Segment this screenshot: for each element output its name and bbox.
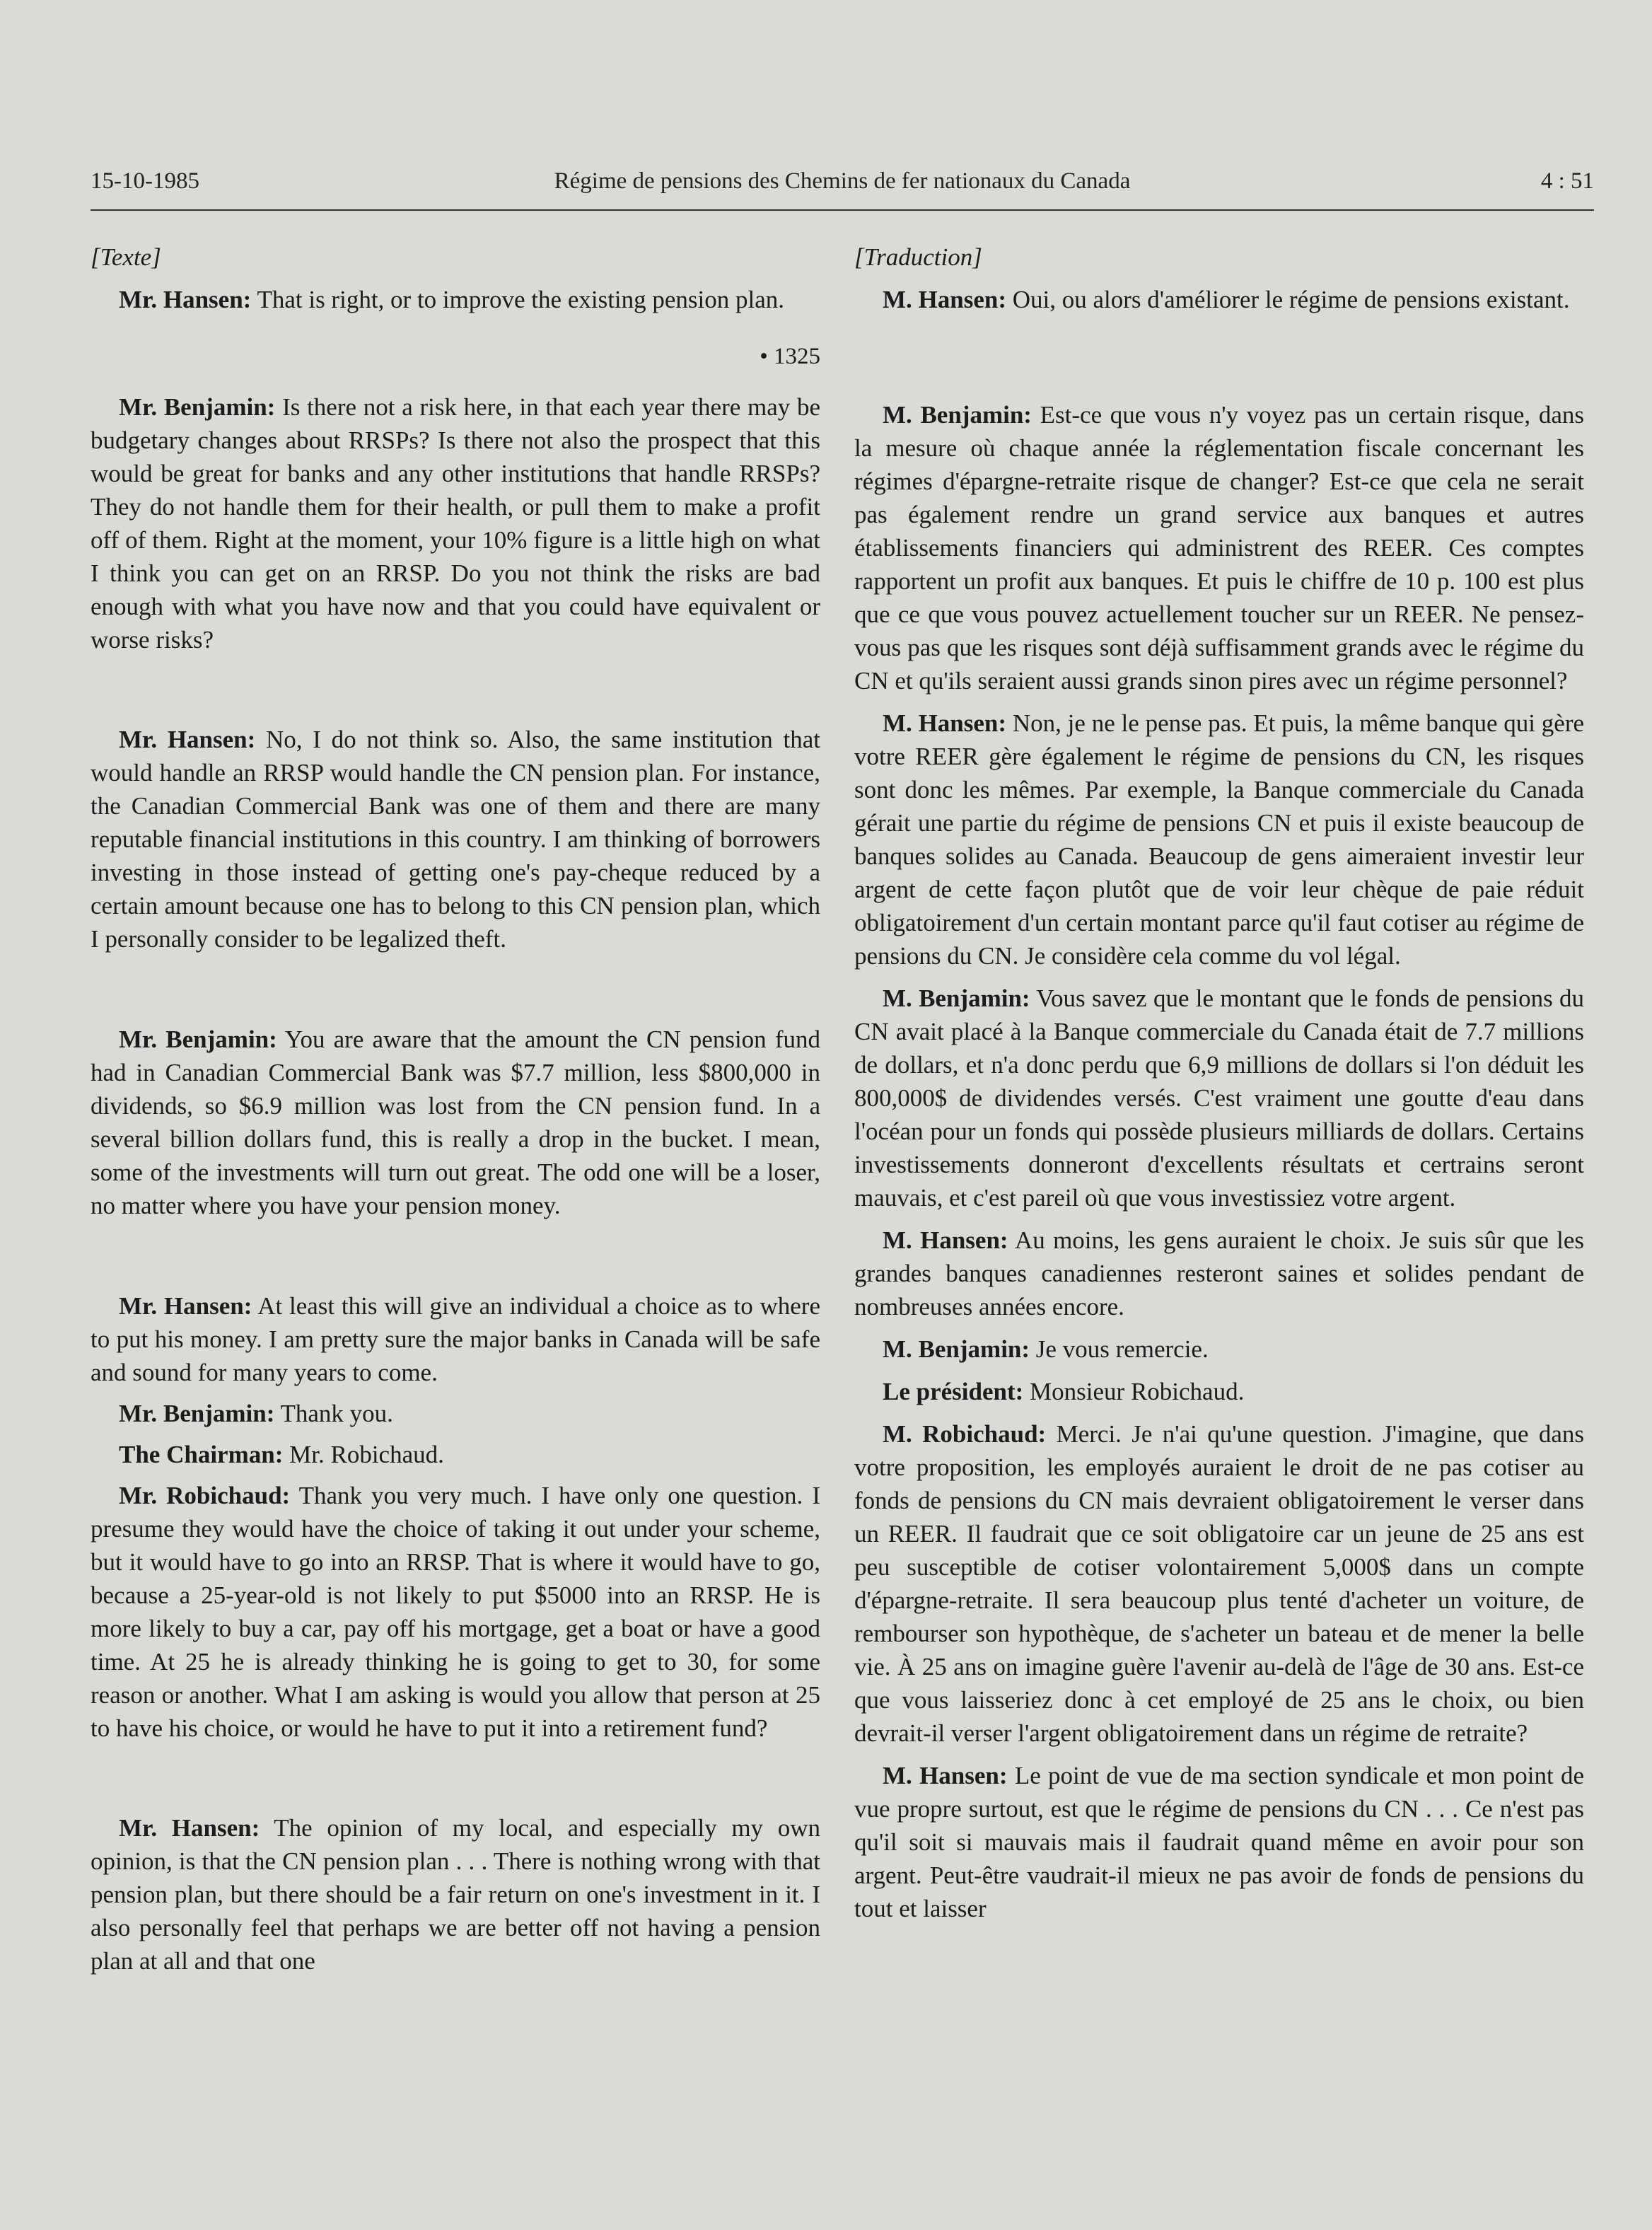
speech-text: Mr. Robichaud.	[289, 1441, 444, 1468]
speech-paragraph	[91, 1397, 820, 1430]
speech-text: That is right, or to improve the existing pension plan.	[257, 286, 785, 313]
speech-text: Thank you.	[280, 1400, 393, 1427]
speaker-name: M. Benjamin:	[883, 1335, 1030, 1363]
speaker-name: M. Hansen:	[883, 286, 1006, 313]
speaker-name: Mr. Benjamin:	[119, 393, 276, 421]
french-column	[854, 242, 1584, 1925]
language-tag: [Traduction]	[854, 243, 982, 271]
speaker-name: Mr. Hansen:	[119, 286, 252, 313]
speech-paragraph	[854, 1224, 1584, 1323]
speaker-name: Le président:	[883, 1378, 1024, 1405]
header-rule	[91, 209, 1594, 211]
speech-text: Non, je ne le pense pas. Et puis, la même banque qui gère votre REER gère également le régime de pensions du CN, les risques sont donc les mêmes. Par exemple, la Banque commerciale du Canada gérait une partie du régime de pensions CN et puis il existe beaucoup de banques solides au Canada. Beaucoup de gens aimeraient investir leur argent de cette façon plutôt que de voir leur chèque de paie réduit obligatoirement d'un certain montant parce qu'il faut cotiser au régime de pensions du CN. Je considère cela comme du vol légal.	[854, 709, 1585, 970]
speaker-name: Mr. Benjamin:	[119, 1400, 275, 1427]
speech-paragraph	[854, 982, 1584, 1214]
speech-paragraph	[91, 1438, 820, 1471]
speech-paragraph	[854, 283, 1584, 316]
speech-text: Est-ce que vous n'y voyez pas un certain risque, dans la mesure où chaque année la réglementation fiscale concernant les régimes d'épargne-retraite risque de changer? Est-ce que cela ne serait pas également rendre un grand service aux banques et autres établissements financiers qui administrent des REER. Ces comptes rapportent un profit aux banques. Et puis le chiffre de 10 p. 100 est plus que ce que vous pouvez actuellement toucher sur un REER. Ne pensez-vous pas que les risques sont déjà suffisamment grands avec le régime du CN et qu'ils seraient aussi grands sinon pires avec un régime personnel?	[854, 401, 1584, 695]
speech-text: Vous savez que le montant que le fonds de pensions du CN avait placé à la Banque commerciale du Canada était de 7.7 millions de dollars, et n'a donc perdu que 6,9 millions de dollars si l'on déduit les 800,000$ de dividendes versés. C'est vraiment une goutte d'eau dans l'océan pour un fonds qui possède plusieurs milliards de dollars. Certains investissements donneront d'excellents résultats et certrains seront mauvais, et c'est pareil où que vous investissiez votre argent.	[854, 985, 1584, 1212]
speech-text: At least this will give an individual a choice as to where to put his money. I am pretty sure the major banks in Canada will be safe and sound for many years to come.	[91, 1292, 820, 1386]
speaker-name: M. Hansen:	[883, 1226, 1008, 1254]
speech-paragraph	[91, 1811, 820, 1978]
speech-paragraph	[854, 1759, 1584, 1925]
speech-paragraph	[854, 1332, 1584, 1366]
speech-paragraph	[91, 1023, 820, 1222]
speech-text: Au moins, les gens auraient le choix. Je suis sûr que les grandes banques canadiennes resteront saines et solides pendant de nombreuses années encore.	[854, 1226, 1584, 1320]
speech-paragraph	[854, 1375, 1584, 1408]
english-column	[91, 242, 820, 1978]
speech-text: Merci. Je n'ai qu'une question. J'imagine, que dans votre proposition, les employés auraient le droit de ne pas cotiser au fonds de pensions du CN mais devraient obligatoirement le verser dans un REER. Il faudrait que ce soit obligatoire car un jeune de 25 ans est peu susceptible de cotiser volontairement 5,000$ dans un compte d'épargne-retraite. Il sera beaucoup plus tenté d'acheter un voiture, de rembourser son hypothèque, de s'acheter un bateau et de mener la belle vie. À 25 ans on imagine guère l'avenir au-delà de l'âge de 30 ans. Est-ce que vous laisseriez donc à cet employé de 25 ans le choix, ou bien devrait-il verser l'argent obligatoirement dans un régime de retraite?	[854, 1420, 1585, 1747]
speech-paragraph	[854, 398, 1584, 697]
speech-text: Monsieur Robichaud.	[1030, 1378, 1245, 1405]
speech-text: Je vous remercie.	[1035, 1335, 1209, 1363]
speaker-name: M. Hansen:	[883, 709, 1007, 737]
speaker-name: Mr. Robichaud:	[119, 1482, 291, 1509]
speech-text: Is there not a risk here, in that each year there may be budgetary changes about RRSPs? Is there not also the prospect that this would be great for banks and any other institutions that handle RRSPs? They do not handle them for their health, or pull them to make a profit off of them. Right at the moment, your 10% figure is a little high on what I think you can get on an RRSP. Do you not think the risks are bad enough with what you have now and that you could have equivalent or worse risks?	[91, 393, 821, 654]
speaker-name: Mr. Hansen:	[119, 1292, 252, 1320]
speech-paragraph	[91, 1479, 820, 1745]
speech-text: The opinion of my local, and especially my own opinion, is that the CN pension plan . . . There is nothing wrong with that pension plan, but there should be a fair return on one's investment in it. I also personally feel that perhaps we are better off not having a pension plan at all and that one	[91, 1814, 820, 1975]
speech-paragraph	[91, 1289, 820, 1389]
speech-paragraph	[91, 390, 820, 656]
speech-text: Oui, ou alors d'améliorer le régime de pensions existant.	[1012, 286, 1570, 313]
speaker-name: M. Benjamin:	[883, 985, 1030, 1012]
speaker-name: M. Hansen:	[883, 1762, 1008, 1789]
speaker-name: M. Robichaud:	[883, 1420, 1047, 1448]
speaker-name: Mr. Hansen:	[119, 1814, 260, 1842]
speech-text: You are aware that the amount the CN pension fund had in Canadian Commercial Bank was $7.7 million, less $800,000 in dividends, so $6.9 million was lost from the CN pension fund. In a several billion dollars fund, this is really a drop in the bucket. I mean, some of the investments will turn out great. The odd one will be a loser, no matter where you have your pension money.	[91, 1026, 821, 1219]
speech-paragraph	[91, 723, 820, 956]
speech-text: Le point de vue de ma section syndicale et mon point de vue propre surtout, est que le régime de pensions du CN . . . Ce n'est pas qu'il soit si mauvais mais il faudrait quand même en avoir pour son argent. Peut-être vaudrait-il mieux ne pas avoir de fonds de pensions du tout et laisser	[854, 1762, 1585, 1922]
page-number: 4 : 51	[1540, 168, 1594, 194]
speech-paragraph	[854, 1417, 1584, 1750]
speaker-name: Mr. Hansen:	[119, 726, 256, 753]
header-date: 15-10-1985	[91, 168, 199, 194]
language-tag: [Texte]	[91, 243, 161, 271]
running-header	[91, 168, 1594, 208]
speech-paragraph	[854, 707, 1584, 972]
speech-text: Thank you very much. I have only one question. I presume they would have the choice of taking it out under your scheme, but it would have to go into an RRSP. That is where it would have to go, because a 25-year-old is not likely to put $5000 into an RRSP. He is more likely to buy a car, pay off his mortgage, get a boat or have a good time. At 25 he is already thinking he is going to get to 30, for some reason or another. What I am asking is would you allow that person at 25 to have his choice, or would he have to put it into a retirement fund?	[91, 1482, 820, 1742]
header-title: Régime de pensions des Chemins de fer nationaux du Canada	[554, 168, 1131, 194]
speaker-name: Mr. Benjamin:	[119, 1026, 277, 1053]
speaker-name: M. Benjamin:	[883, 401, 1032, 429]
speech-paragraph	[91, 283, 820, 316]
time-marker: • 1325	[760, 344, 820, 369]
speech-text: No, I do not think so. Also, the same institution that would handle an RRSP would handle the CN pension plan. For instance, the Canadian Commercial Bank was one of them and there are many reputable financial institutions in this country. I am thinking of borrowers investing in those instead of getting one's pay-cheque reduced by a certain amount because one has to belong to this CN pension plan, which I personally consider to be legalized theft.	[91, 726, 820, 953]
speaker-name: The Chairman:	[119, 1441, 284, 1468]
